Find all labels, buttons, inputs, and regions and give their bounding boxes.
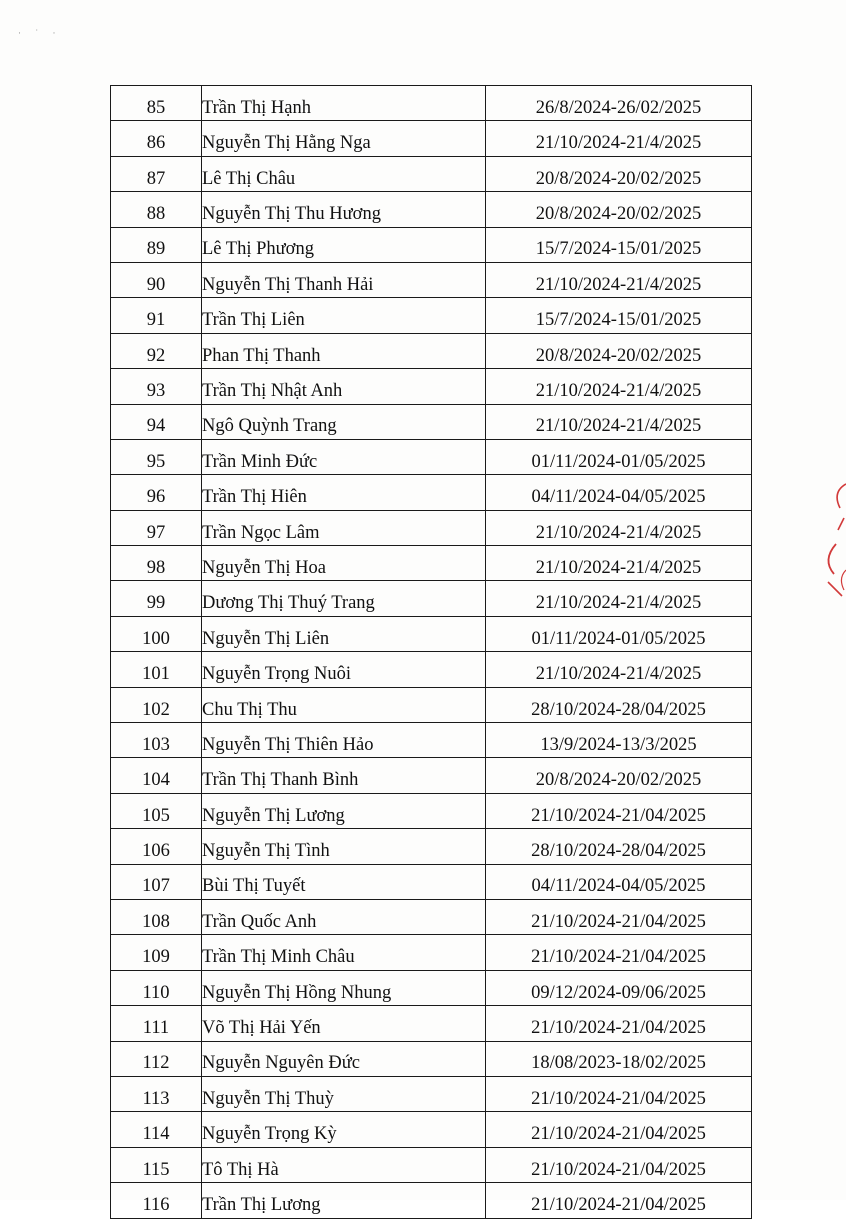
date-range: 15/7/2024-15/01/2025 xyxy=(486,298,752,333)
stamp-stroke xyxy=(837,484,846,508)
table-row xyxy=(111,546,752,581)
table-row xyxy=(111,475,752,510)
row-number: 109 xyxy=(111,935,202,970)
table-row xyxy=(111,1147,752,1182)
date-range: 09/12/2024-09/06/2025 xyxy=(486,970,752,1005)
row-number: 106 xyxy=(111,829,202,864)
date-range: 15/7/2024-15/01/2025 xyxy=(486,227,752,262)
table-row xyxy=(111,652,752,687)
date-range: 21/10/2024-21/04/2025 xyxy=(486,935,752,970)
row-number: 90 xyxy=(111,262,202,297)
table-row xyxy=(111,793,752,828)
row-number: 99 xyxy=(111,581,202,616)
date-range: 21/10/2024-21/4/2025 xyxy=(486,652,752,687)
person-name: Nguyễn Thị Tình xyxy=(202,829,486,864)
date-range: 13/9/2024-13/3/2025 xyxy=(486,723,752,758)
table-row xyxy=(111,156,752,191)
table-row xyxy=(111,758,752,793)
person-name: Nguyễn Thị Hồng Nhung xyxy=(202,970,486,1005)
row-number: 98 xyxy=(111,546,202,581)
person-name: Chu Thị Thu xyxy=(202,687,486,722)
person-name: Bùi Thị Tuyết xyxy=(202,864,486,899)
table-row xyxy=(111,262,752,297)
person-name: Trần Quốc Anh xyxy=(202,899,486,934)
person-name: Nguyễn Thị Thanh Hải xyxy=(202,262,486,297)
date-range: 28/10/2024-28/04/2025 xyxy=(486,687,752,722)
row-number: 100 xyxy=(111,616,202,651)
date-range: 21/10/2024-21/04/2025 xyxy=(486,793,752,828)
table-row xyxy=(111,1076,752,1111)
date-range: 01/11/2024-01/05/2025 xyxy=(486,616,752,651)
person-name: Lê Thị Phương xyxy=(202,227,486,262)
row-number: 105 xyxy=(111,793,202,828)
date-range: 21/10/2024-21/4/2025 xyxy=(486,121,752,156)
person-name: Nguyễn Thị Hằng Nga xyxy=(202,121,486,156)
row-number: 113 xyxy=(111,1076,202,1111)
date-range: 21/10/2024-21/04/2025 xyxy=(486,1076,752,1111)
table-row xyxy=(111,333,752,368)
table-row xyxy=(111,723,752,758)
person-name: Nguyễn Thị Lương xyxy=(202,793,486,828)
date-range: 21/10/2024-21/4/2025 xyxy=(486,581,752,616)
row-number: 86 xyxy=(111,121,202,156)
roster-table xyxy=(110,85,752,1219)
stamp-stroke xyxy=(828,544,836,574)
row-number: 111 xyxy=(111,1006,202,1041)
date-range: 04/11/2024-04/05/2025 xyxy=(486,864,752,899)
row-number: 95 xyxy=(111,439,202,474)
person-name: Trần Ngọc Lâm xyxy=(202,510,486,545)
person-name: Lê Thị Châu xyxy=(202,156,486,191)
person-name: Trần Thị Lương xyxy=(202,1183,486,1218)
row-number: 87 xyxy=(111,156,202,191)
person-name: Nguyễn Thị Liên xyxy=(202,616,486,651)
date-range: 21/10/2024-21/04/2025 xyxy=(486,1147,752,1182)
scan-artifact: · ˙ · xyxy=(18,28,62,38)
date-range: 21/10/2024-21/04/2025 xyxy=(486,1112,752,1147)
row-number: 103 xyxy=(111,723,202,758)
table-row xyxy=(111,899,752,934)
date-range: 04/11/2024-04/05/2025 xyxy=(486,475,752,510)
table-row xyxy=(111,86,752,121)
person-name: Trần Thị Hiên xyxy=(202,475,486,510)
person-name: Trần Thị Liên xyxy=(202,298,486,333)
row-number: 104 xyxy=(111,758,202,793)
person-name: Tô Thị Hà xyxy=(202,1147,486,1182)
row-number: 110 xyxy=(111,970,202,1005)
stamp-stroke xyxy=(828,582,842,596)
row-number: 92 xyxy=(111,333,202,368)
table-row xyxy=(111,404,752,439)
person-name: Dương Thị Thuý Trang xyxy=(202,581,486,616)
person-name: Nguyễn Nguyên Đức xyxy=(202,1041,486,1076)
date-range: 21/10/2024-21/4/2025 xyxy=(486,546,752,581)
row-number: 88 xyxy=(111,192,202,227)
person-name: Trần Thị Minh Châu xyxy=(202,935,486,970)
table-row xyxy=(111,298,752,333)
table-row xyxy=(111,1006,752,1041)
table-row xyxy=(111,864,752,899)
row-number: 96 xyxy=(111,475,202,510)
row-number: 102 xyxy=(111,687,202,722)
row-number: 112 xyxy=(111,1041,202,1076)
row-number: 115 xyxy=(111,1147,202,1182)
person-name: Ngô Quỳnh Trang xyxy=(202,404,486,439)
red-stamp-fragment xyxy=(818,478,846,618)
row-number: 93 xyxy=(111,369,202,404)
row-number: 91 xyxy=(111,298,202,333)
date-range: 20/8/2024-20/02/2025 xyxy=(486,192,752,227)
date-range: 21/10/2024-21/04/2025 xyxy=(486,1183,752,1218)
table-row xyxy=(111,369,752,404)
table-row xyxy=(111,1041,752,1076)
person-name: Nguyễn Thị Thuỳ xyxy=(202,1076,486,1111)
person-name: Trần Thị Thanh Bình xyxy=(202,758,486,793)
date-range: 21/10/2024-21/4/2025 xyxy=(486,369,752,404)
person-name: Nguyễn Thị Thiên Hảo xyxy=(202,723,486,758)
row-number: 94 xyxy=(111,404,202,439)
date-range: 21/10/2024-21/4/2025 xyxy=(486,404,752,439)
person-name: Nguyễn Thị Thu Hương xyxy=(202,192,486,227)
person-name: Phan Thị Thanh xyxy=(202,333,486,368)
date-range: 21/10/2024-21/4/2025 xyxy=(486,510,752,545)
row-number: 114 xyxy=(111,1112,202,1147)
person-name: Trần Thị Nhật Anh xyxy=(202,369,486,404)
date-range: 21/10/2024-21/04/2025 xyxy=(486,1006,752,1041)
table-row xyxy=(111,970,752,1005)
person-name: Trần Thị Hạnh xyxy=(202,86,486,121)
stamp-stroke xyxy=(838,518,844,530)
table-row xyxy=(111,829,752,864)
person-name: Nguyễn Trọng Nuôi xyxy=(202,652,486,687)
table-row xyxy=(111,192,752,227)
table-row xyxy=(111,935,752,970)
person-name: Nguyễn Thị Hoa xyxy=(202,546,486,581)
row-number: 116 xyxy=(111,1183,202,1218)
row-number: 89 xyxy=(111,227,202,262)
table-row xyxy=(111,510,752,545)
date-range: 21/10/2024-21/4/2025 xyxy=(486,262,752,297)
table-row xyxy=(111,121,752,156)
row-number: 107 xyxy=(111,864,202,899)
person-name: Nguyễn Trọng Kỳ xyxy=(202,1112,486,1147)
roster-table-body xyxy=(111,86,752,1219)
row-number: 85 xyxy=(111,86,202,121)
table-row xyxy=(111,227,752,262)
table-row xyxy=(111,1112,752,1147)
table-row xyxy=(111,581,752,616)
person-name: Võ Thị Hải Yến xyxy=(202,1006,486,1041)
date-range: 20/8/2024-20/02/2025 xyxy=(486,758,752,793)
date-range: 18/08/2023-18/02/2025 xyxy=(486,1041,752,1076)
table-row xyxy=(111,616,752,651)
table-row xyxy=(111,439,752,474)
stamp-stroke xyxy=(841,570,846,590)
row-number: 108 xyxy=(111,899,202,934)
date-range: 26/8/2024-26/02/2025 xyxy=(486,86,752,121)
date-range: 20/8/2024-20/02/2025 xyxy=(486,156,752,191)
date-range: 28/10/2024-28/04/2025 xyxy=(486,829,752,864)
row-number: 97 xyxy=(111,510,202,545)
row-number: 101 xyxy=(111,652,202,687)
table-row xyxy=(111,1183,752,1218)
person-name: Trần Minh Đức xyxy=(202,439,486,474)
date-range: 21/10/2024-21/04/2025 xyxy=(486,899,752,934)
date-range: 20/8/2024-20/02/2025 xyxy=(486,333,752,368)
date-range: 01/11/2024-01/05/2025 xyxy=(486,439,752,474)
table-row xyxy=(111,687,752,722)
